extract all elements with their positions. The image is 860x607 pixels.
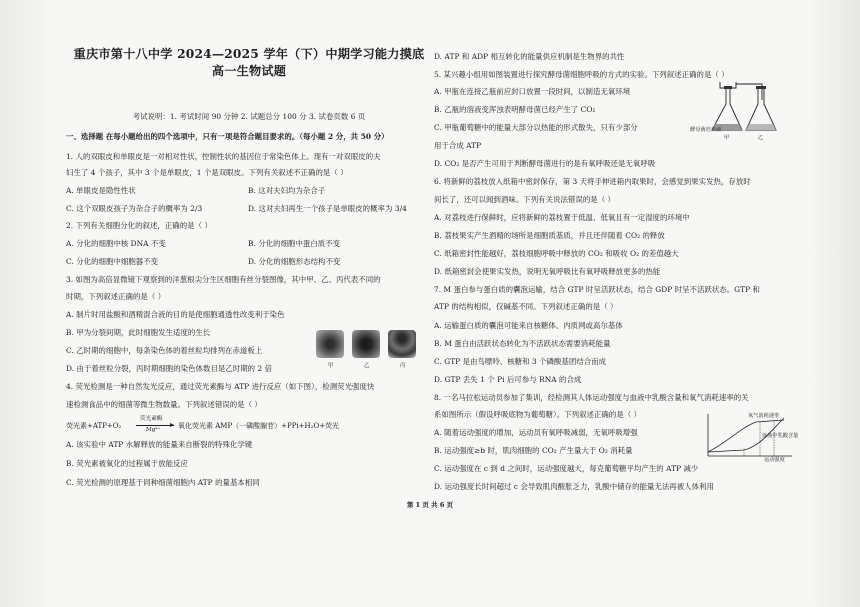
q1-option-a: A. 单眼皮是隐性性状 (66, 186, 136, 195)
q5-option-c-line1: C. 甲瓶葡萄糖中的能量大部分以热能的形式散失，只有少部分 (434, 123, 638, 132)
q4-line1: 4. 荧光检测是一种自然发光反应，通过荧光素酶与 ATP 进行反应（如下图），检测荧光强度快 (66, 382, 375, 391)
mitosis-cell-yi (352, 330, 380, 358)
q5-option-b: B. 乙瓶的溶液变浑浊表明酵母菌已经产生了 CO₂ (434, 105, 596, 114)
q1-option-c: C. 这个双眼皮孩子为杂合子的概率为 2/3 (66, 204, 203, 213)
q1-line1: 1. 人的双眼皮和单眼皮是一对相对性状，控制性状的基因位于常染色体上。现有一对双眼皮的夫 (66, 152, 381, 161)
q3-option-b: B. 甲为分裂间期，此时细胞发生适度的生长 (66, 328, 211, 337)
q8-option-d: D. 运动强度长时间超过 c 会导致肌肉酸胀乏力，乳酸中储存的能量无法再被人体利用 (434, 482, 714, 491)
q4-line2: 速检测食品中的细菌等微生物数量。下列叙述错误的是（ ） (66, 400, 262, 409)
q5-option-d: D. CO₂ 是否产生可用于判断酵母菌进行的是有氧呼吸还是无氧呼吸 (434, 159, 656, 168)
q2-option-c: C. 分化的细胞中细胞器不变 (66, 257, 159, 266)
q3-line1: 3. 如图为高倍显微镜下观察到的洋葱根尖分生区细胞有丝分裂图像，其中甲、乙、丙代表不同的 (66, 275, 381, 284)
q7-option-c: C. GTP 是由鸟嘌呤、核糖和 3 个磷酸基团结合而成 (434, 357, 607, 366)
q3-option-c: C. 乙时期的细胞中，每条染色体的着丝粒均排列在赤道板上 (66, 346, 263, 355)
page-footer: 第 1 页 共 6 页 (406, 501, 454, 509)
q6-option-a: A. 对荔枝进行保鲜时，应将新鲜的荔枝置于低温、低氧且有一定湿度的环境中 (434, 213, 690, 222)
q2-option-b: B. 分化的细胞中蛋白质不变 (248, 239, 341, 248)
mitosis-cell-bing (388, 330, 416, 358)
equation-cofactor: Mg²⁺ (146, 427, 161, 433)
q4-option-a: A. 该实验中 ATP 水解释放的能量来自断裂的特殊化学键 (66, 440, 253, 449)
q5-flask-apparatus (690, 82, 796, 144)
graph-xlabel: 运动强度 (764, 457, 785, 463)
equation-products: 氧化荧光素 AMP（一磷酸腺苷）+PPi+H₂O+荧光 (178, 422, 340, 430)
q2-stem: 2. 下列有关细胞分化的叙述，正确的是（ ） (66, 221, 212, 230)
equation-reactants: 荧光素+ATP+O₂ (66, 422, 122, 430)
figure-label-jia: 甲 (328, 363, 334, 369)
q2-option-a: A. 分化的细胞中核 DNA 不变 (66, 239, 166, 248)
graph-label-oxygen: 氧气消耗速率 (748, 413, 780, 419)
equation-arrow (136, 425, 174, 426)
q8-option-b: B. 运动强度≥b 时，肌肉细胞的 CO₂ 产生量大于 O₂ 消耗量 (434, 446, 633, 455)
q6-line1: 6. 将新鲜的荔枝放入纸箱中密封保存，第 3 天将手伸进箱内取果时，会感觉到果实发热，存放时 (434, 177, 751, 186)
q6-option-b: B. 荔枝果实产生酒精的场所是细胞质基质，并且还伴随着 CO₂ 的释放 (434, 231, 665, 240)
q4-option-c: C. 荧光检测的原理基于同种细菌细胞内 ATP 的量基本相同 (66, 478, 260, 487)
q7-option-a: A. 运输蛋白质的囊泡可能来自核糖体、内质网或高尔基体 (434, 321, 623, 330)
q3-option-d: D. 由于着丝粒分裂，丙时期细胞的染色体数目是乙时期的 2 倍 (66, 364, 273, 373)
q8-line1: 8. 一名马拉松运动员参加了集训，经检测其人体运动强度与血液中乳酸含量和氧气消耗速率的关 (434, 393, 749, 402)
arrow-head-icon (170, 423, 174, 427)
q5-stem: 5. 某兴趣小组用如图装置进行探究酵母菌细胞呼吸的方式的实验。下列叙述正确的是（ ） (434, 70, 729, 79)
q6-line2: 间长了，还可以闻到酒味。下列有关说法错误的是（ ） (434, 195, 615, 204)
q3-option-a: A. 制片时用盐酸和酒精混合液的目的是使细胞通透性改变利于染色 (66, 310, 285, 319)
q7-option-d: D. GTP 丢失 1 个 Pi 后可参与 RNA 的合成 (434, 375, 582, 384)
flask-label-yeast: 酵母菌培养液 (690, 127, 722, 133)
q8-option-c: C. 运动强度在 c 到 d 之间时，运动强度越大，每克葡萄糖平均产生的 ATP 减少 (434, 464, 699, 473)
q4-option-b: B. 荧光素被氧化的过程属于放能反应 (66, 459, 188, 468)
q6-option-c: C. 纸箱密封性能越好，荔枝细胞呼吸中释放的 CO₂ 和吸收 O₂ 的差值越大 (434, 249, 679, 258)
q1-option-d: D. 这对夫妇再生一个孩子是单眼皮的概率为 3/4 (248, 204, 407, 213)
exam-note: 考试说明：1. 考试时间 90 分钟 2. 试题总分 100 分 3. 试卷页数 6 页 (132, 112, 366, 121)
q7-line2: ATP 的结构相似，仅碱基不同。下列叙述正确的是（ ） (434, 302, 618, 311)
q5-option-c-line2: 用于合成 ATP (434, 141, 482, 150)
q4-option-d: D. ATP 和 ADP 相互转化的能量供应机制是生物界的共性 (434, 52, 625, 61)
mitosis-cell-jia (316, 330, 344, 358)
q3-line2: 时期，下列叙述正确的是（ ） (66, 292, 166, 301)
figure-label-yi: 乙 (364, 363, 370, 369)
exam-title-line2: 高一生物试题 (211, 64, 287, 78)
figure-label-bing: 丙 (400, 363, 406, 369)
q3-mitosis-figure (316, 330, 422, 372)
equation-enzyme: 荧光素酶 (140, 416, 163, 422)
section-1-heading: 一、选择题 在每小题给出的四个选项中，只有一项是符合题目要求的。（每小题 2 分，共 50 分） (66, 132, 389, 141)
q4-reaction-equation (66, 414, 432, 438)
q6-option-d: D. 纸箱密封会使果实发热，说明无氧呼吸比有氧呼吸释放更多的热能 (434, 267, 661, 276)
q8-exercise-graph (704, 412, 799, 463)
q8-option-a: A. 随着运动强度的增加，运动员有氧呼吸减弱，无氧呼吸增强 (434, 428, 638, 437)
q8-line2: 系如图所示（假设呼吸底物为葡萄糖）。下列叙述正确的是（ ） (434, 410, 642, 419)
q7-option-b: B. M 蛋白由活跃状态转化为不活跃状态需要消耗能量 (434, 339, 611, 348)
graph-label-lactate: 血液中乳酸含量 (762, 433, 799, 439)
q2-option-d: D. 分化的细胞形态结构不变 (248, 257, 341, 266)
q1-line2: 妇生了 4 个孩子，其中 3 个是单眼皮，1 个是双眼皮。下列有关叙述不正确的是（ ） (66, 168, 348, 177)
q5-option-a: A. 甲瓶在连接乙瓶前应封口放置一段时间，以制造无氧环境 (434, 87, 631, 96)
exam-title-line1: 重庆市第十八中学 2024—2025 学年（下）中期学习能力摸底 (73, 47, 425, 61)
flask-label-jia: 甲 (724, 135, 730, 141)
q1-option-b: B. 这对夫妇均为杂合子 (248, 186, 326, 195)
flask-diagram (700, 82, 796, 144)
q7-line1: 7. M 蛋白参与蛋白质的囊泡运输，结合 GTP 时呈活跃状态，结合 GDP 时呈不活跃状态。GTP 和 (434, 285, 760, 294)
flask-label-yi: 乙 (758, 135, 764, 141)
